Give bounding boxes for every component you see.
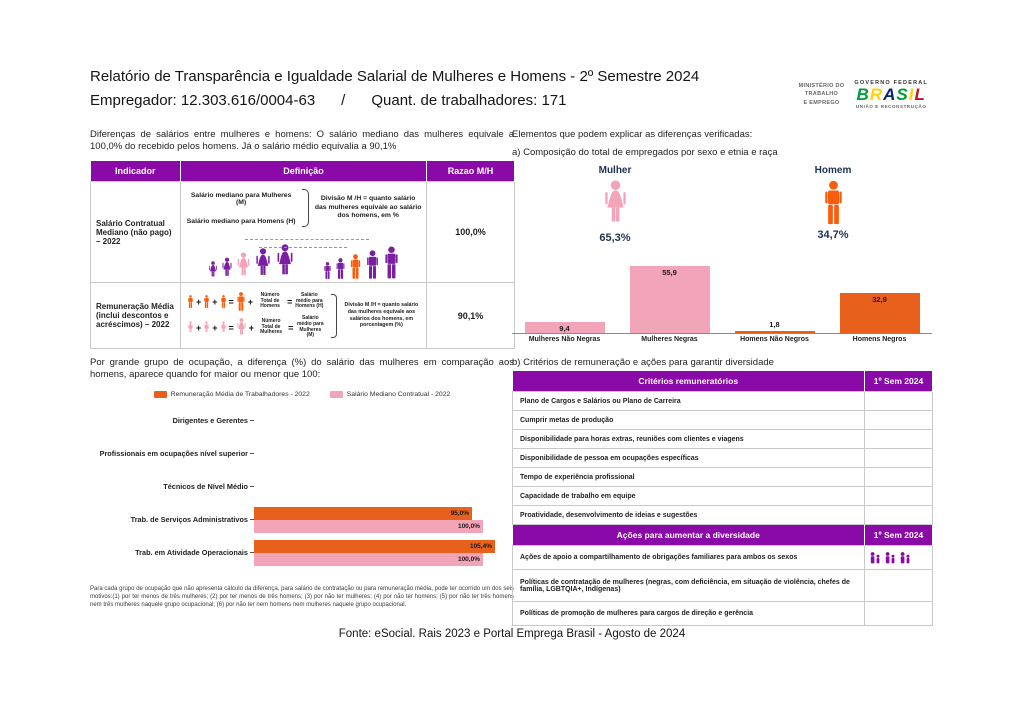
female-person-icon (203, 321, 210, 334)
action-label: Políticas de promoção de mulheres para cargos de direção e gerência (513, 602, 865, 626)
women-count-label: Número Total de Mulheres (260, 317, 283, 336)
race-bar-column (630, 262, 710, 333)
criteria-row (513, 468, 933, 487)
actions-header-row (513, 525, 933, 546)
actions-header: Ações para aumentar a diversidade (513, 525, 865, 546)
women-salary-label: Salário médio para Mulheres (M) (296, 315, 324, 339)
razao-value-media: 90,1% (427, 283, 515, 349)
operator: + (196, 322, 202, 333)
female-person-icon (236, 252, 251, 279)
race-bar-column (735, 262, 815, 333)
action-label: Políticas de contratação de mulheres (negras, com deficiência, em situação de violência, chefes de família, LGBTQIA+, Indígenas) (513, 570, 865, 602)
median-note: Divisão M /H = quanto salário das mulheres equivale ao salário dos homens, em % (314, 195, 422, 220)
female-figure-slot (602, 180, 629, 228)
brasil-letter: S (896, 85, 909, 104)
definition-cell (181, 283, 427, 349)
homem-label: Homem (814, 165, 852, 176)
criteria-header-row (513, 371, 933, 392)
government-logos (799, 80, 928, 109)
subsection-a-title: a) Composição do total de empregados por sexo e etnia e raça (512, 147, 778, 158)
race-category-label: Homens Não Negros (740, 336, 809, 343)
female-person-icon (187, 321, 194, 334)
occupation-bars-area (254, 503, 514, 536)
brasil-letter: I (908, 85, 915, 104)
criteria-label: Proatividade, desenvolvimento de ideias e sugestões (513, 506, 865, 525)
median-figures-illustration (185, 233, 422, 279)
table-row-mediano (91, 182, 515, 283)
indicator-label: Salário Contratual Mediano (não pago) – 2022 (91, 182, 181, 283)
action-row (513, 546, 933, 570)
occupation-row (90, 536, 514, 569)
action-period-value (865, 570, 933, 602)
bracket-shape (302, 189, 309, 227)
col-header-definicao: Definição (181, 161, 427, 182)
race-bar-value: 55,9 (662, 268, 677, 277)
median-labels (185, 192, 297, 225)
female-person-icon (220, 321, 227, 334)
occupation-bars-area (254, 536, 514, 569)
race-chart-categories (512, 336, 932, 343)
criteria-actions-table (512, 371, 933, 626)
operator: + (248, 322, 255, 333)
median-definition (185, 185, 422, 231)
race-category-label: Homens Negros (852, 336, 907, 343)
col-header-razao: Razao M/H (427, 161, 515, 182)
occupation-row (90, 404, 514, 437)
occupation-category-label: Técnicos de Nível Médio (163, 482, 248, 491)
occupation-bar: 95,0% (254, 507, 472, 520)
brasil-letter: L (914, 85, 926, 104)
employer-id: Empregador: 12.303.616/0004-63 (90, 92, 316, 109)
operator: + (212, 296, 218, 307)
brasil-letter: R (869, 85, 884, 104)
mulher-figure-icon (602, 180, 629, 228)
formula-lines (187, 292, 325, 339)
criteria-header: Critérios remuneratórios (513, 371, 865, 392)
men-figures (323, 246, 400, 279)
women-formula-line (187, 316, 325, 339)
occupation-row (90, 470, 514, 503)
operator: = (228, 322, 234, 333)
male-person-icon (236, 292, 246, 311)
explaining-elements-heading: Elementos que podem explicar as diferenças verificadas: (512, 129, 753, 140)
mean-note: Divisão M /H = quanto salário das mulheres equivale aos salários dos homens, em porcentagem (%) (344, 302, 419, 329)
criteria-label: Plano de Cargos e Salários ou Plano de Carreira (513, 392, 865, 411)
legend-label: Remuneração Média de Trabalhadores - 2022 (170, 391, 310, 398)
employer-line (90, 92, 730, 109)
occupation-bar: 100,0% (254, 520, 483, 533)
operator: = (228, 296, 234, 307)
action-period-value (865, 546, 933, 570)
razao-value-mediano: 100,0% (427, 182, 515, 283)
criteria-period-value (865, 506, 933, 525)
dashed-connector (245, 239, 369, 240)
gender-composition (512, 165, 932, 244)
criteria-row (513, 392, 933, 411)
criteria-label: Tempo de experiência profissional (513, 468, 865, 487)
operator: = (288, 322, 294, 333)
criteria-period-header: 1º Sem 2024 (865, 371, 933, 392)
median-men-label: Salário mediano para Homens (H) (186, 217, 296, 225)
race-bar-column (525, 262, 605, 333)
workers-count: Quant. de trabalhadores: 171 (371, 92, 567, 109)
criteria-row (513, 411, 933, 430)
family-icons-group (869, 552, 928, 564)
race-bar-value: 1,8 (769, 320, 780, 329)
race-bar-value: 9,4 (559, 324, 570, 333)
family-support-icon (869, 552, 881, 564)
operator: + (247, 296, 254, 307)
female-person-icon (208, 261, 218, 279)
legend-item (330, 391, 451, 398)
homem-percentage: 34,7% (817, 229, 849, 241)
brasil-letter: A (883, 85, 897, 104)
occupation-bar-chart (90, 404, 514, 569)
table-row-media (91, 283, 515, 349)
legend-swatch (330, 391, 343, 398)
occupation-bar: 105,4% (254, 540, 495, 553)
median-women-label: Salário mediano para Mulheres (M) (190, 191, 292, 206)
female-person-icon (236, 318, 247, 337)
ministry-line: TRABALHO (804, 91, 839, 98)
occupation-row (90, 437, 514, 470)
occupation-category-label: Trab. em Atividade Operacionais (135, 548, 248, 557)
ministry-line: MINISTÉRIO DO (798, 83, 845, 90)
men-salary-label: Salário médio para Homens (H) (295, 291, 324, 310)
actions-period-header: 1º Sem 2024 (865, 525, 933, 546)
race-category-label: Mulheres Negras (641, 336, 698, 343)
race-chart-plot (512, 262, 932, 334)
male-person-icon (187, 295, 194, 308)
race-bar (735, 331, 815, 333)
mulher-label: Mulher (598, 165, 632, 176)
male-person-icon (220, 295, 227, 308)
occupation-category-label: Dirigentes e Gerentes (172, 416, 248, 425)
criteria-period-value (865, 449, 933, 468)
family-support-icon (884, 552, 896, 564)
ministry-line: E EMPREGO (803, 99, 840, 106)
indicator-table (90, 161, 515, 349)
action-row (513, 570, 933, 602)
criteria-row (513, 449, 933, 468)
criteria-label: Disponibilidade de pessoa em ocupações específicas (513, 449, 865, 468)
female-person-icon (254, 248, 272, 279)
race-bar-value: 32,9 (872, 295, 887, 304)
action-label: Ações de apoio a compartilhamento de obrigações familiares para ambos os sexos (513, 546, 865, 570)
gender-col-homem (778, 165, 888, 244)
criteria-period-value (865, 430, 933, 449)
brasil-logo-text (854, 86, 928, 103)
gender-col-mulher (560, 165, 670, 244)
male-person-icon (383, 246, 400, 279)
occupation-row (90, 503, 514, 536)
male-figure-slot (822, 180, 845, 225)
operator: = (287, 296, 293, 307)
legend-label: Salário Mediano Contratual - 2022 (346, 391, 451, 398)
criteria-row (513, 506, 933, 525)
occupation-intro: Por grande grupo de ocupação, a diferença (%) do salário das mulheres em comparação aos homens, aparece quando for maior ou menor que 100: (90, 357, 514, 381)
male-person-icon (323, 262, 332, 279)
men-count-label: Número Total de Homens (260, 291, 280, 310)
brasil-logo (854, 80, 928, 109)
operator: + (212, 322, 218, 333)
brasil-letter: B (856, 85, 870, 104)
source-footer: Fonte: eSocial. Rais 2023 e Portal Emprega Brasil - Agosto de 2024 (338, 628, 686, 640)
col-header-indicador: Indicador (91, 161, 181, 182)
men-formula-line (187, 292, 325, 311)
race-category-label: Mulheres Não Negras (528, 336, 601, 343)
ministry-logo (799, 82, 845, 107)
subsection-b-title: b) Critérios de remuneração e ações para garantir diversidade (512, 357, 774, 368)
criteria-label: Capacidade de trabalho em equipe (513, 487, 865, 506)
report-header (90, 68, 730, 109)
legend-item (154, 391, 310, 398)
action-row (513, 602, 933, 626)
criteria-row (513, 487, 933, 506)
race-composition-chart (512, 262, 932, 343)
salary-difference-summary: Diferenças de salários entre mulheres e homens: O salário mediano das mulheres equivale a 100,0% do recebido pelos homens. Já o salário médio equivalia a 90,1% (90, 129, 514, 153)
criteria-period-value (865, 392, 933, 411)
bracket-shape (331, 294, 336, 338)
dashed-connector (259, 247, 347, 248)
female-person-icon (275, 244, 295, 279)
occupation-bars-area (254, 470, 514, 503)
criteria-period-value (865, 487, 933, 506)
indicator-label: Remuneração Média (inclui descontos e acréscimos) – 2022 (91, 283, 181, 349)
indicator-table-header-row (91, 161, 515, 182)
female-person-icon (221, 257, 233, 279)
homem-figure-icon (822, 180, 845, 225)
brasil-tagline: UNIÃO E RECONSTRUÇÃO (855, 104, 927, 109)
occupation-bar: 100,0% (254, 553, 483, 566)
action-period-value (865, 602, 933, 626)
gov-federal-label: GOVERNO FEDERAL (854, 80, 928, 86)
legend-swatch (154, 391, 167, 398)
women-figures (208, 244, 295, 279)
mulher-percentage: 65,3% (599, 232, 631, 244)
male-person-icon (335, 258, 346, 279)
page-title: Relatório de Transparência e Igualdade Salarial de Mulheres e Homens - 2º Semestre 2024 (90, 68, 700, 85)
definition-cell (181, 182, 427, 283)
occupation-chart-legend (90, 391, 514, 398)
criteria-period-value (865, 411, 933, 430)
operator: + (196, 296, 202, 307)
criteria-period-value (865, 468, 933, 487)
criteria-label: Disponibilidade para horas extras, reuniões com clientes e viagens (513, 430, 865, 449)
race-bar-column (840, 262, 920, 333)
male-person-icon (349, 254, 362, 279)
mean-salary-formula (185, 289, 422, 342)
male-person-icon (203, 295, 210, 308)
male-person-icon (365, 250, 380, 279)
occupation-category-label: Trab. de Serviços Administrativos (130, 515, 248, 524)
criteria-row (513, 430, 933, 449)
family-support-icon (899, 552, 911, 564)
occupation-bars-area (254, 404, 514, 437)
occupation-bars-area (254, 437, 514, 470)
separator: / (341, 92, 346, 109)
occupation-footnote: Para cada grupo de ocupação que não apresenta cálculo da diferença, para salário de contratação ou para remuneração média, pode ter ocorrido um dos seis motivos:(1) por ter menos de três mulheres; (2) por ter menos de três homens; (3) por não ter mulheres; (4) por não ter homens; (5) por não ter três homens nem três mulheres naquele grupo ocupacional; (6) por não ter nem homens nem mulheres naquele grupo ocupacional. (90, 586, 514, 609)
criteria-label: Cumprir metas de produção (513, 411, 865, 430)
occupation-category-label: Profissionais em ocupações nível superior (99, 449, 248, 458)
